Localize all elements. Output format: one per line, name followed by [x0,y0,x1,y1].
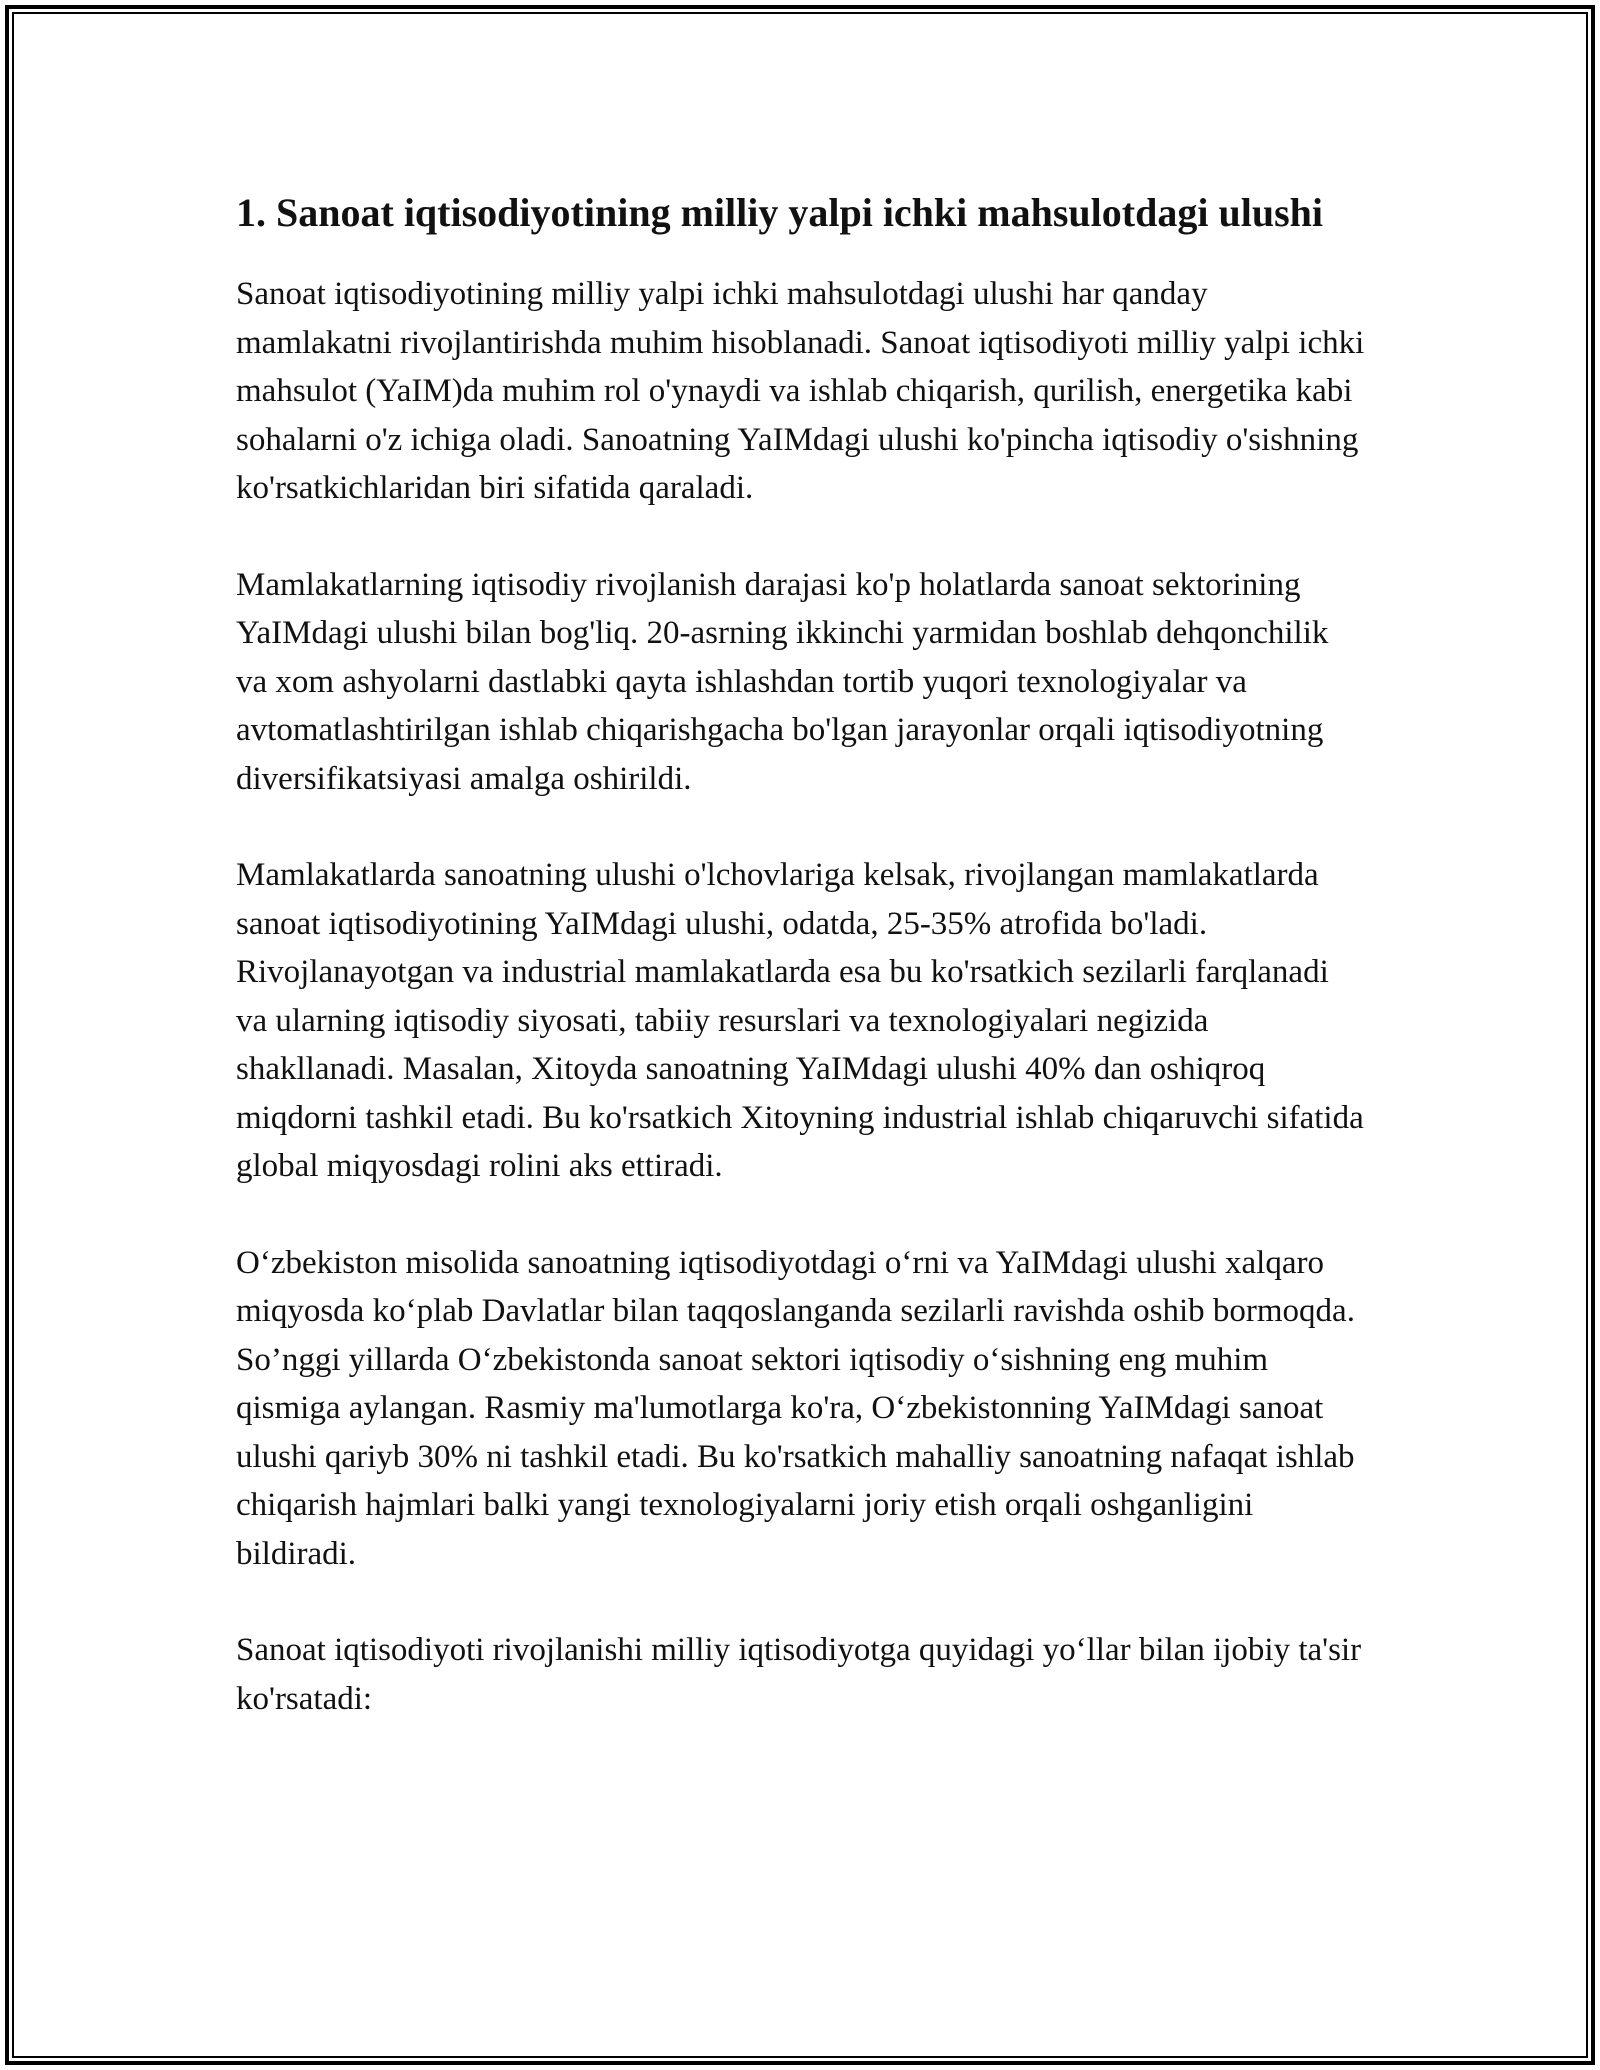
paragraph-4: O‘zbekiston misolida sanoatning iqtisodiyotdagi o‘rni va YaIMdagi ulushi xalqaro miqyosda ko‘plab Davlatlar bilan taqqoslanganda sezilarli ravishda oshib bormoqda. So’nggi yillarda O‘zbekistonda sanoat sektori iqtisodiy o‘sishning eng muhim qismiga aylangan. Rasmiy ma'lumotlarga ko'ra, O‘zbekistonning YaIMdagi sanoat ulushi qariyb 30% ni tashkil etadi. Bu ko'rsatkich mahalliy sanoatning nafaqat ishlab chiqarish hajmlari balki yangi texnologiyalarni joriy etish orqali oshganligini bildiradi. [236,1244,1355,1572]
paragraph-5: Sanoat iqtisodiyoti rivojlanishi milliy iqtisodiyotga quyidagi yo‘llar bilan ijobiy ta'sir ko'rsatadi: [236,1632,1362,1717]
paragraph-2: Mamlakatlarning iqtisodiy rivojlanish darajasi ko'p holatlarda sanoat sektorining YaIMdagi ulushi bilan bog'liq. 20-asrning ikkinchi yarmidan boshlab dehqonchilik va xom ashyolarni dastlabki qayta ishlashdan tortib yuqori texnologiyalar va avtomatlashtirilgan ishlab chiqarishgacha bo'lgan jarayonlar orqali iqtisodiyotning diversifikatsiyasi amalga oshirildi. [236,566,1329,797]
paragraph-3: Mamlakatlarda sanoatning ulushi o'lchovlariga kelsak, rivojlangan mamlakatlarda sanoat iqtisodiyotining YaIMdagi ulushi, odatda, 25-35% atrofida bo'ladi. Rivojlanayotgan va industrial mamlakatlarda esa bu ko'rsatkich sezilarli farqlanadi va ularning iqtisodiy siyosati, tabiiy resurslari va texnologiyalari negizida shakllanadi. Masalan, Xitoyda sanoatning YaIMdagi ulushi 40% dan oshiqroq miqdorni tashkil etadi. Bu ko'rsatkich Xitoyning industrial ishlab chiqaruvchi sifatida global miqyosdagi rolini aks ettiradi. [236,857,1364,1184]
paragraph-1: Sanoat iqtisodiyotining milliy yalpi ichki mahsulotdagi ulushi har qanday mamlakatni rivojlantirishda muhim hisoblanadi. Sanoat iqtisodiyoti milliy yalpi ichki mahsulot (YaIM)da muhim rol o'ynaydi va ishlab chiqarish, qurilish, energetika kabi sohalarni o'z ichiga oladi. Sanoatning YaIMdagi ulushi ko'pincha iqtisodiy o'sishning ko'rsatkichlaridan biri sifatida qaraladi. [236,276,1365,506]
document-body [236,186,1366,1771]
section-heading: 1. Sanoat iqtisodiyotining milliy yalpi ichki mahsulotdagi ulushi [236,190,1323,235]
